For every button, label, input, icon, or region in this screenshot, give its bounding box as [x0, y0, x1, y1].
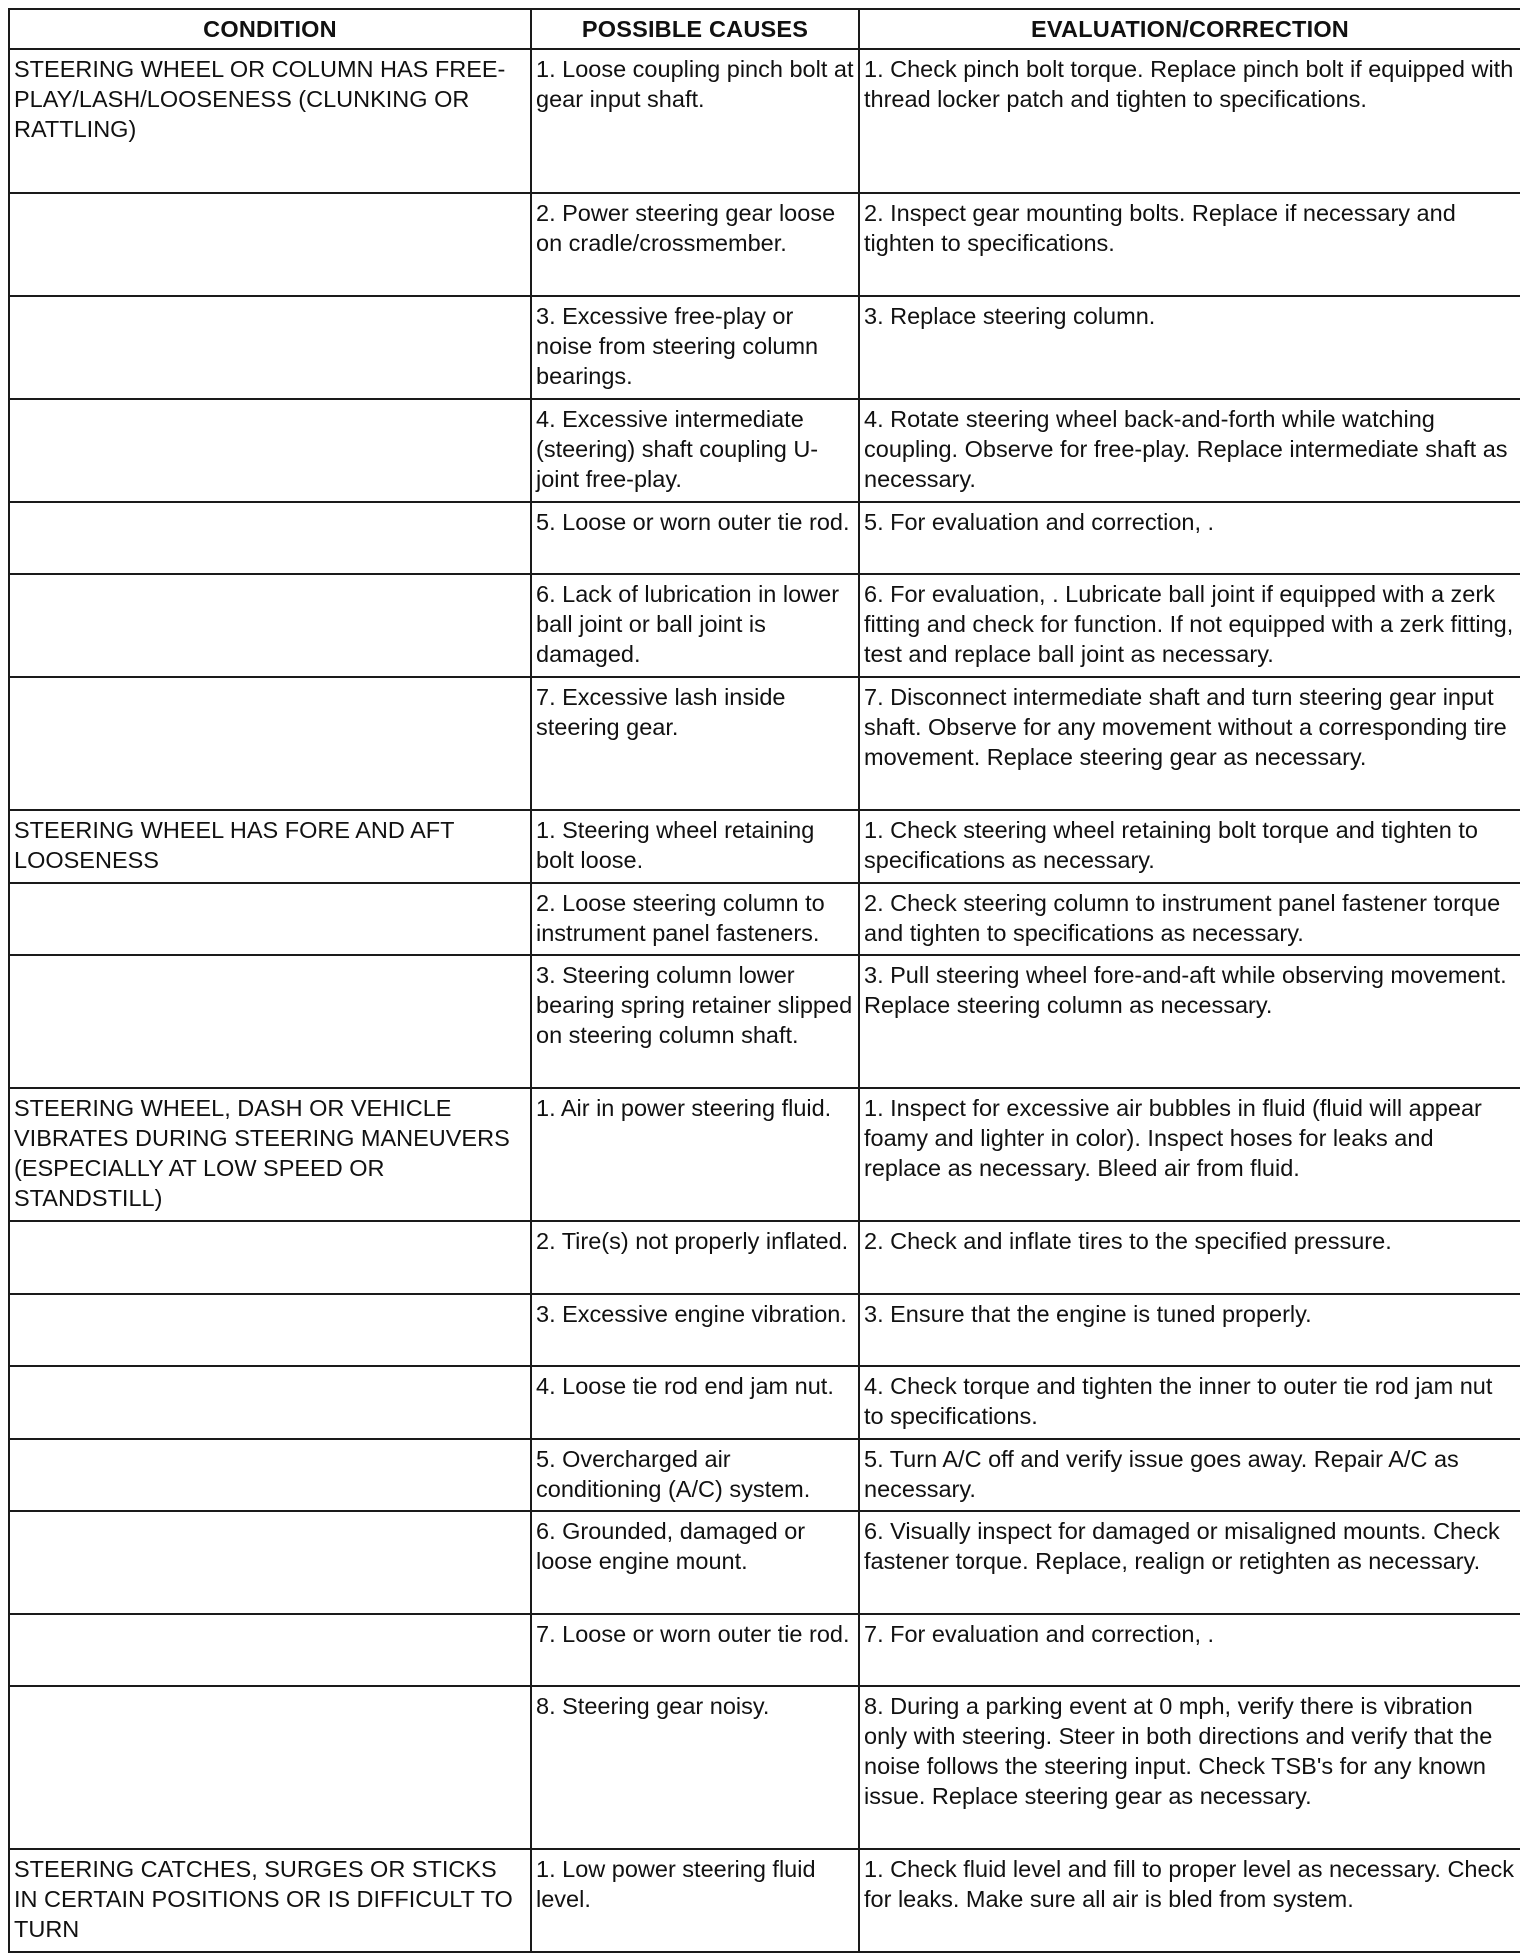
condition-cell [9, 193, 531, 296]
table-row [9, 1366, 1520, 1439]
condition-cell [9, 677, 531, 810]
table-row [9, 296, 1520, 399]
condition-cell [9, 1366, 531, 1439]
cause-cell: 4. Excessive intermediate (steering) shaft coupling U-joint free-play. [531, 399, 859, 502]
table-row [9, 1686, 1520, 1849]
table-row [9, 677, 1520, 810]
table-row [9, 810, 1520, 883]
table-row [9, 399, 1520, 502]
correction-cell: 1. Check fluid level and fill to proper level as necessary. Check for leaks. Make sure all air is bled from system. [859, 1849, 1520, 1952]
cause-cell: 4. Loose tie rod end jam nut. [531, 1366, 859, 1439]
correction-cell: 2. Check steering column to instrument panel fastener torque and tighten to specifications as necessary. [859, 883, 1520, 955]
table-row [9, 1511, 1520, 1614]
condition-cell [9, 1294, 531, 1366]
correction-cell: 1. Inspect for excessive air bubbles in fluid (fluid will appear foamy and lighter in color). Inspect hoses for leaks and replace as necessary. Bleed air from fluid. [859, 1088, 1520, 1221]
condition-cell [9, 1614, 531, 1686]
cause-cell: 5. Loose or worn outer tie rod. [531, 502, 859, 574]
cause-cell: 3. Excessive engine vibration. [531, 1294, 859, 1366]
cause-cell: 5. Overcharged air conditioning (A/C) system. [531, 1439, 859, 1511]
correction-cell: 4. Check torque and tighten the inner to outer tie rod jam nut to specifications. [859, 1366, 1520, 1439]
header-condition: CONDITION [9, 9, 531, 49]
header-evaluation-correction: EVALUATION/CORRECTION [859, 9, 1520, 49]
correction-cell: 3. Pull steering wheel fore-and-aft while observing movement. Replace steering column as necessary. [859, 955, 1520, 1088]
table-row [9, 49, 1520, 193]
cause-cell: 2. Loose steering column to instrument panel fasteners. [531, 883, 859, 955]
table-row [9, 1088, 1520, 1221]
header-possible-causes: POSSIBLE CAUSES [531, 9, 859, 49]
header-row [9, 9, 1520, 49]
correction-cell: 1. Check steering wheel retaining bolt torque and tighten to specifications as necessary. [859, 810, 1520, 883]
cause-cell: 2. Tire(s) not properly inflated. [531, 1221, 859, 1294]
condition-cell [9, 955, 531, 1088]
table-row [9, 1614, 1520, 1686]
condition-cell [9, 502, 531, 574]
table-row [9, 193, 1520, 296]
cause-cell: 6. Lack of lubrication in lower ball joint or ball joint is damaged. [531, 574, 859, 677]
correction-cell: 2. Check and inflate tires to the specified pressure. [859, 1221, 1520, 1294]
condition-cell [9, 1221, 531, 1294]
table-row [9, 1294, 1520, 1366]
condition-cell: STEERING WHEEL HAS FORE AND AFT LOOSENESS [9, 810, 531, 883]
condition-cell [9, 883, 531, 955]
cause-cell: 7. Excessive lash inside steering gear. [531, 677, 859, 810]
condition-cell: STEERING WHEEL, DASH OR VEHICLE VIBRATES DURING STEERING MANEUVERS (ESPECIALLY AT LOW SPEED OR STANDSTILL) [9, 1088, 531, 1221]
cause-cell: 8. Steering gear noisy. [531, 1686, 859, 1849]
table-row [9, 1439, 1520, 1511]
cause-cell: 1. Low power steering fluid level. [531, 1849, 859, 1952]
condition-cell [9, 296, 531, 399]
correction-cell: 7. Disconnect intermediate shaft and turn steering gear input shaft. Observe for any movement without a corresponding tire movement. Replace steering gear as necessary. [859, 677, 1520, 810]
correction-cell: 6. For evaluation, . Lubricate ball joint if equipped with a zerk fitting and check for function. If not equipped with a zerk fitting, test and replace ball joint as necessary. [859, 574, 1520, 677]
condition-cell [9, 1439, 531, 1511]
correction-cell: 4. Rotate steering wheel back-and-forth while watching coupling. Observe for free-play. Replace intermediate shaft as necessary. [859, 399, 1520, 502]
correction-cell: 5. Turn A/C off and verify issue goes away. Repair A/C as necessary. [859, 1439, 1520, 1511]
condition-cell [9, 399, 531, 502]
table-row [9, 574, 1520, 677]
cause-cell: 7. Loose or worn outer tie rod. [531, 1614, 859, 1686]
correction-cell: 3. Ensure that the engine is tuned properly. [859, 1294, 1520, 1366]
cause-cell: 3. Excessive free-play or noise from steering column bearings. [531, 296, 859, 399]
correction-cell: 3. Replace steering column. [859, 296, 1520, 399]
condition-cell: STEERING WHEEL OR COLUMN HAS FREE-PLAY/LASH/LOOSENESS (CLUNKING OR RATTLING) [9, 49, 531, 193]
table-row [9, 1221, 1520, 1294]
cause-cell: 1. Air in power steering fluid. [531, 1088, 859, 1221]
correction-cell: 8. During a parking event at 0 mph, verify there is vibration only with steering. Steer in both directions and verify that the noise follows the steering input. Check TSB's for any known issue. Replace steering gear as necessary. [859, 1686, 1520, 1849]
diagnostic-table [8, 8, 1520, 1953]
table-row [9, 1849, 1520, 1952]
correction-cell: 1. Check pinch bolt torque. Replace pinch bolt if equipped with thread locker patch and tighten to specifications. [859, 49, 1520, 193]
table-row [9, 883, 1520, 955]
correction-cell: 7. For evaluation and correction, . [859, 1614, 1520, 1686]
cause-cell: 1. Loose coupling pinch bolt at gear input shaft. [531, 49, 859, 193]
condition-cell [9, 1686, 531, 1849]
table-row [9, 955, 1520, 1088]
cause-cell: 1. Steering wheel retaining bolt loose. [531, 810, 859, 883]
correction-cell: 6. Visually inspect for damaged or misaligned mounts. Check fastener torque. Replace, realign or retighten as necessary. [859, 1511, 1520, 1614]
cause-cell: 3. Steering column lower bearing spring retainer slipped on steering column shaft. [531, 955, 859, 1088]
table-row [9, 502, 1520, 574]
condition-cell: STEERING CATCHES, SURGES OR STICKS IN CERTAIN POSITIONS OR IS DIFFICULT TO TURN [9, 1849, 531, 1952]
correction-cell: 5. For evaluation and correction, . [859, 502, 1520, 574]
cause-cell: 6. Grounded, damaged or loose engine mount. [531, 1511, 859, 1614]
condition-cell [9, 1511, 531, 1614]
correction-cell: 2. Inspect gear mounting bolts. Replace if necessary and tighten to specifications. [859, 193, 1520, 296]
condition-cell [9, 574, 531, 677]
cause-cell: 2. Power steering gear loose on cradle/crossmember. [531, 193, 859, 296]
